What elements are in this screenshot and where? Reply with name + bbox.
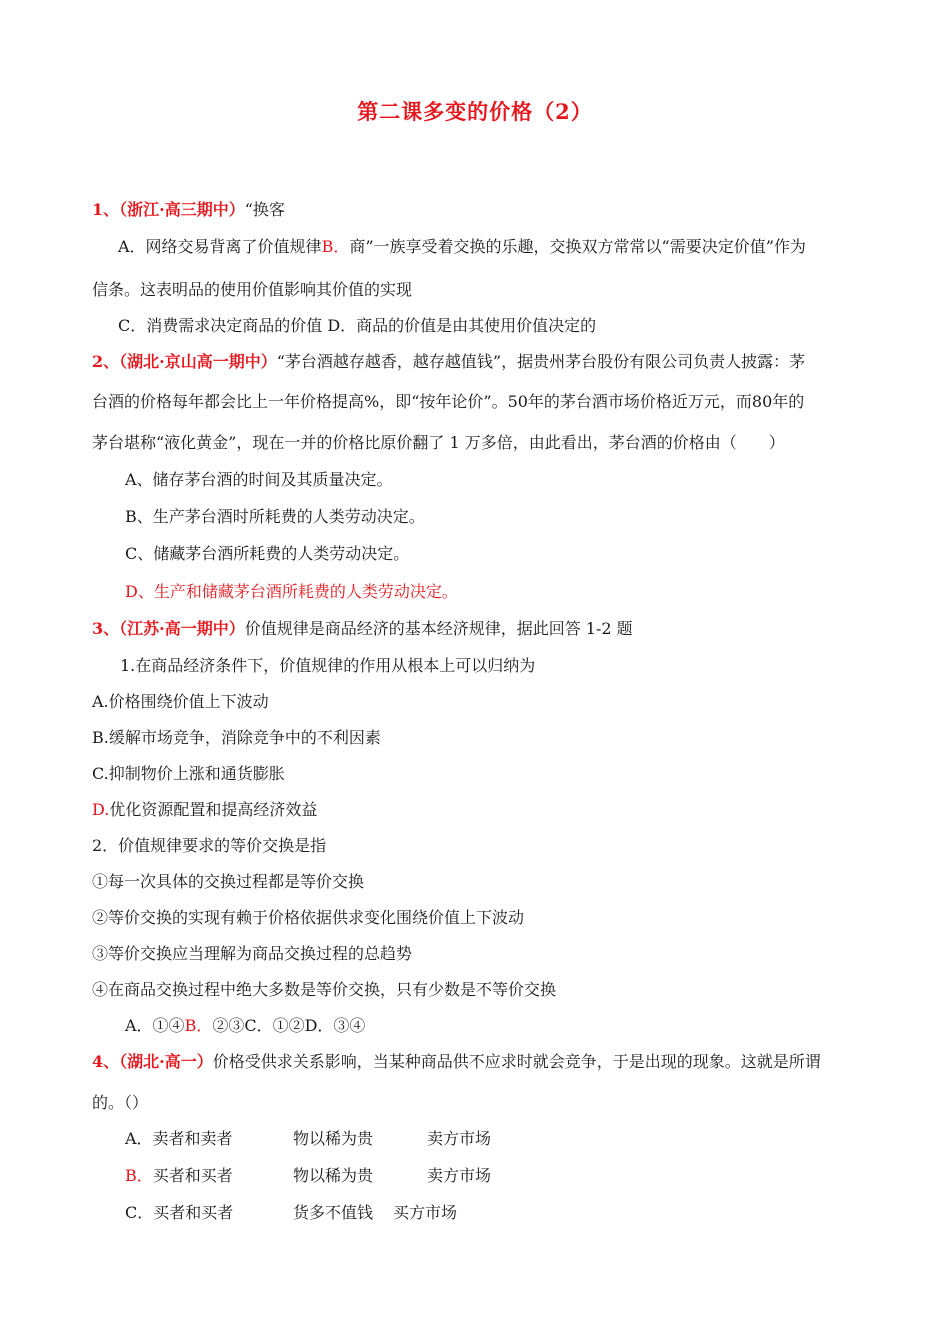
question-3-sub-2: 2．价值规律要求的等价交换是指	[92, 836, 327, 855]
question-1-options-cd: C．消费需求决定商品的价值 D．商品的价值是由其使用价值决定的	[118, 316, 597, 335]
question-2-option-a: A、储存茅台酒的时间及其质量决定。	[125, 470, 393, 489]
question-4-heading	[92, 1051, 821, 1073]
question-4-option-c	[125, 1202, 545, 1224]
question-2-option-d: D、生产和储藏茅台酒所耗费的人类劳动决定。	[125, 582, 458, 601]
question-3-statement-3: ③等价交换应当理解为商品交换过程的总趋势	[92, 944, 413, 963]
answers-rest: ②③C．①②D．③④	[212, 1016, 366, 1035]
question-3-statement-2: ②等价交换的实现有赖于价格依据供求变化围绕价值上下波动	[92, 908, 525, 927]
question-1-continuation: 信条。这表明品的使用价值影响其价值的实现	[92, 280, 413, 299]
option-a-col-1: A．卖者和卖者	[125, 1129, 233, 1148]
question-1-option-a	[118, 236, 806, 258]
option-d-text: 优化资源配置和提高经济效益	[109, 800, 318, 819]
option-d-letter: D.	[92, 800, 110, 819]
question-3-statement-1: ①每一次具体的交换过程都是等价交换	[92, 872, 365, 891]
question-3-statement-4: ④在商品交换过程中绝大多数是等价交换，只有少数是不等价交换	[92, 980, 557, 999]
question-1-stem: “换客	[244, 200, 285, 219]
option-c-col-3: 买方市场	[393, 1203, 458, 1222]
option-a-col-2: 物以稀为贵	[293, 1129, 374, 1148]
option-b-col-1: 买者和买者	[152, 1166, 233, 1185]
option-a-col-3: 卖方市场	[427, 1129, 492, 1148]
question-2-source: 2、（湖北·京山高一期中）	[92, 352, 277, 371]
question-3-sub2-answers	[125, 1015, 365, 1037]
question-2-stem-1: “茅台酒越存越香，越存越值钱”，据贵州茅台股份有限公司负责人披露：茅	[276, 352, 806, 371]
answer-b-letter: B．	[184, 1016, 213, 1035]
option-a-continued: 商”一族享受着交换的乐趣，交换双方常常以“需要决定价值”作为	[349, 237, 806, 256]
answer-a: A．①④	[125, 1016, 185, 1035]
question-1-heading	[92, 199, 285, 221]
question-3-sub-1: 1.在商品经济条件下，价值规律的作用从根本上可以归纳为	[120, 656, 536, 675]
option-b-col-2: 物以稀为贵	[293, 1166, 374, 1185]
question-2-option-c: C、储藏茅台酒所耗费的人类劳动决定。	[125, 544, 410, 563]
option-b-col-3: 卖方市场	[427, 1166, 492, 1185]
question-2-heading	[92, 351, 805, 373]
question-4-option-b	[125, 1165, 545, 1187]
question-4-stem-1: 价格受供求关系影响，当某种商品供不应求时就会竞争，于是出现的现象。这就是所谓	[212, 1052, 821, 1071]
question-1-source: 1、（浙江·高三期中）	[92, 200, 245, 219]
option-c-col-2: 货多不值钱	[293, 1203, 374, 1222]
option-b-letter: B．	[321, 237, 350, 256]
question-2-option-b: B、生产茅台酒时所耗费的人类劳动决定。	[125, 507, 425, 526]
question-3-sub1-option-a: A.价格围绕价值上下波动	[92, 692, 269, 711]
option-a-text: A．网络交易背离了价值规律	[118, 237, 322, 256]
question-4-option-a	[125, 1128, 545, 1150]
question-3-source: 3、（江苏·高一期中）	[92, 619, 245, 638]
question-3-heading	[92, 618, 633, 640]
question-4-source: 4、（湖北·高一）	[92, 1052, 213, 1071]
question-2-stem-3: 茅台堪称“液化黄金”，现在一并的价格比原价翻了 1 万多倍，由此看出，茅台酒的价格由（ ）	[92, 433, 785, 452]
question-3-sub1-option-d	[92, 799, 317, 821]
option-c-col-1: C．买者和买者	[125, 1203, 234, 1222]
option-b-letter: B．	[125, 1166, 153, 1185]
page-title: 第二课多变的价格（2）	[357, 99, 593, 124]
question-3-sub1-option-b: B.缓解市场竞争，消除竞争中的不利因素	[92, 728, 381, 747]
question-3-stem: 价值规律是商品经济的基本经济规律，据此回答 1-2 题	[244, 619, 633, 638]
question-3-sub1-option-c: C.抑制物价上涨和通货膨胀	[92, 764, 285, 783]
question-4-stem-2: 的。（）	[92, 1093, 149, 1112]
question-2-stem-2: 台酒的价格每年都会比上一年价格提高%，即“按年论价”。50年的茅台酒市场价格近万元，而80年的	[92, 392, 805, 411]
